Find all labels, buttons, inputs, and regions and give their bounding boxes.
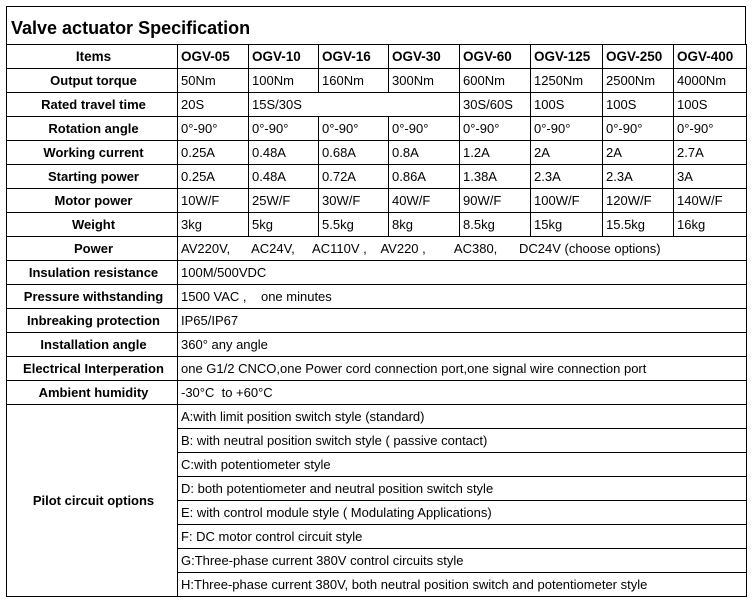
row-label: Insulation resistance: [7, 261, 178, 285]
table-cell: 0.48A: [249, 141, 319, 165]
table-cell: 5kg: [249, 213, 319, 237]
table-cell: 1.2A: [460, 141, 531, 165]
insulation-resistance-row: [7, 261, 747, 285]
row-label: Ambient humidity: [7, 381, 178, 405]
table-cell: 3kg: [178, 213, 249, 237]
model-header: OGV-400: [674, 45, 747, 69]
row-label: Power: [7, 237, 178, 261]
table-cell: 0.8A: [389, 141, 460, 165]
row-label: Pilot circuit options: [7, 405, 178, 597]
table-cell: 16kg: [674, 213, 747, 237]
table-cell: 1250Nm: [531, 69, 603, 93]
table-cell: 50Nm: [178, 69, 249, 93]
row-label: Output torque: [7, 69, 178, 93]
table-cell: 2500Nm: [603, 69, 674, 93]
table-cell: 100S: [531, 93, 603, 117]
row-label: Starting power: [7, 165, 178, 189]
table-cell: 10W/F: [178, 189, 249, 213]
table-cell: 100S: [674, 93, 747, 117]
table-cell: 8kg: [389, 213, 460, 237]
table-cell: 0°-90°: [460, 117, 531, 141]
table-cell: 140W/F: [674, 189, 747, 213]
table-cell: 100W/F: [531, 189, 603, 213]
table-cell: 0°-90°: [249, 117, 319, 141]
pilot-option: H:Three-phase current 380V, both neutral position switch and potentiometer style: [178, 573, 747, 597]
page-title: Valve actuator Specification: [6, 6, 746, 44]
table-cell: 2.3A: [531, 165, 603, 189]
table-cell: 0°-90°: [389, 117, 460, 141]
table-cell: 100M/500VDC: [178, 261, 747, 285]
ambient-humidity-row: [7, 381, 747, 405]
pilot-option: B: with neutral position switch style ( passive contact): [178, 429, 747, 453]
output-torque-row: [7, 69, 747, 93]
model-header: OGV-125: [531, 45, 603, 69]
row-label: Inbreaking protection: [7, 309, 178, 333]
table-cell: 600Nm: [460, 69, 531, 93]
pilot-option: D: both potentiometer and neutral position switch style: [178, 477, 747, 501]
table-cell: 30W/F: [319, 189, 389, 213]
table-cell: 100S: [603, 93, 674, 117]
table-cell: 0°-90°: [531, 117, 603, 141]
table-cell: 4000Nm: [674, 69, 747, 93]
weight-row: [7, 213, 747, 237]
table-cell: 0°-90°: [603, 117, 674, 141]
table-cell: 0.68A: [319, 141, 389, 165]
model-header: OGV-250: [603, 45, 674, 69]
items-header: Items: [7, 45, 178, 69]
rated-travel-time-row: [7, 93, 747, 117]
table-cell: 0.72A: [319, 165, 389, 189]
motor-power-row: [7, 189, 747, 213]
rotation-angle-row: [7, 117, 747, 141]
table-cell: 15.5kg: [603, 213, 674, 237]
power-row: [7, 237, 747, 261]
row-label: Weight: [7, 213, 178, 237]
table-cell: 0°-90°: [319, 117, 389, 141]
table-cell: 30S/60S: [460, 93, 531, 117]
model-header: OGV-16: [319, 45, 389, 69]
table-cell: 0.86A: [389, 165, 460, 189]
model-header: OGV-05: [178, 45, 249, 69]
table-cell: 2.7A: [674, 141, 747, 165]
row-label: Rated travel time: [7, 93, 178, 117]
table-cell: 15S/30S: [249, 93, 460, 117]
pilot-option: A:with limit position switch style (standard): [178, 405, 747, 429]
table-cell: 1.38A: [460, 165, 531, 189]
table-cell: AV220V, AC24V, AC110V , AV220 , AC380, DC24V (choose options): [178, 237, 747, 261]
model-header: OGV-30: [389, 45, 460, 69]
row-label: Rotation angle: [7, 117, 178, 141]
row-label: Motor power: [7, 189, 178, 213]
working-current-row: [7, 141, 747, 165]
table-cell: 5.5kg: [319, 213, 389, 237]
pilot-option: F: DC motor control circuit style: [178, 525, 747, 549]
table-cell: 160Nm: [319, 69, 389, 93]
table-cell: one G1/2 CNCO,one Power cord connection port,one signal wire connection port: [178, 357, 747, 381]
installation-angle-row: [7, 333, 747, 357]
pressure-withstanding-row: [7, 285, 747, 309]
electrical-interperation-row: [7, 357, 747, 381]
table-cell: IP65/IP67: [178, 309, 747, 333]
table-cell: 0°-90°: [674, 117, 747, 141]
table-cell: 0.25A: [178, 141, 249, 165]
table-cell: 90W/F: [460, 189, 531, 213]
table-cell: 15kg: [531, 213, 603, 237]
table-cell: 0.25A: [178, 165, 249, 189]
row-label: Installation angle: [7, 333, 178, 357]
starting-power-row: [7, 165, 747, 189]
row-label: Electrical Interperation: [7, 357, 178, 381]
table-cell: 100Nm: [249, 69, 319, 93]
model-header: OGV-60: [460, 45, 531, 69]
table-cell: 2.3A: [603, 165, 674, 189]
table-cell: 3A: [674, 165, 747, 189]
table-cell: -30°C to +60°C: [178, 381, 747, 405]
pilot-option: G:Three-phase current 380V control circuits style: [178, 549, 747, 573]
pilot-option: C:with potentiometer style: [178, 453, 747, 477]
row-label: Working current: [7, 141, 178, 165]
header-row: [7, 45, 747, 69]
table-cell: 300Nm: [389, 69, 460, 93]
table-cell: 40W/F: [389, 189, 460, 213]
spec-table: [6, 44, 747, 597]
table-cell: 8.5kg: [460, 213, 531, 237]
row-label: Pressure withstanding: [7, 285, 178, 309]
table-cell: 360° any angle: [178, 333, 747, 357]
pilot-option-row: [7, 405, 747, 429]
spec-sheet: [6, 6, 746, 606]
table-cell: 0°-90°: [178, 117, 249, 141]
table-cell: 120W/F: [603, 189, 674, 213]
table-cell: 0.48A: [249, 165, 319, 189]
table-cell: 1500 VAC , one minutes: [178, 285, 747, 309]
table-cell: 25W/F: [249, 189, 319, 213]
table-cell: 2A: [531, 141, 603, 165]
table-cell: 2A: [603, 141, 674, 165]
model-header: OGV-10: [249, 45, 319, 69]
inbreaking-protection-row: [7, 309, 747, 333]
table-cell: 20S: [178, 93, 249, 117]
pilot-option: E: with control module style ( Modulating Applications): [178, 501, 747, 525]
